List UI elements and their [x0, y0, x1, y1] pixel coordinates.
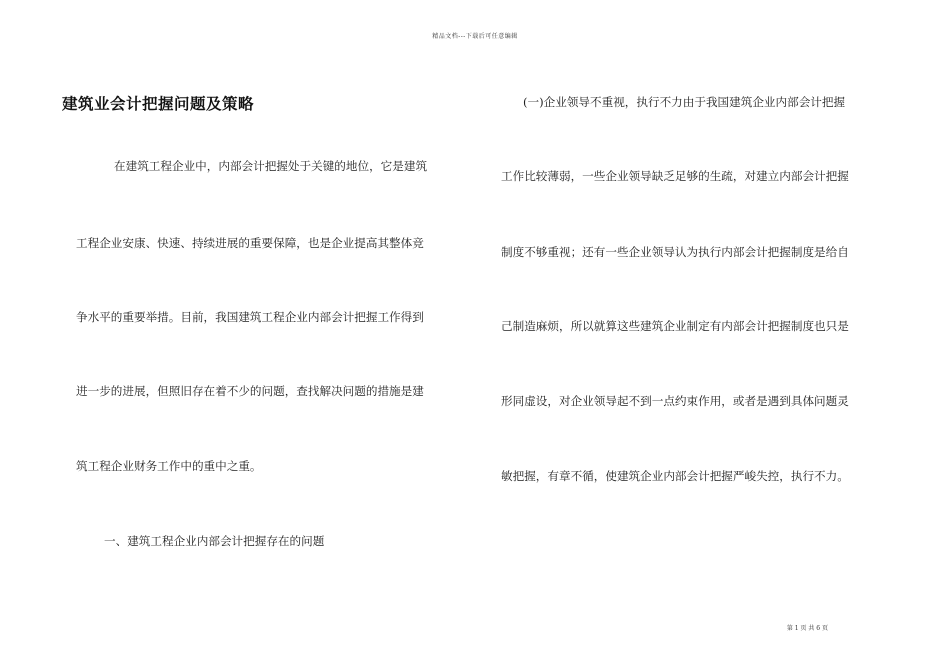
document-title: 建筑业会计把握问题及策略 [62, 94, 255, 113]
paragraph-line: 工作比较薄弱，一些企业领导缺乏足够的生疏，对建立内部会计把握 [501, 169, 849, 183]
paragraph-line: 形同虚设，对企业领导起不到一点约束作用，或者是遇到具体问题灵 [501, 394, 849, 408]
paragraph-line: 工程企业安康、快速、持续进展的重要保障，也是企业提高其整体竞 [76, 236, 424, 250]
paragraph-line: 在建筑工程企业中，内部会计把握处于关键的地位，它是建筑 [114, 159, 428, 173]
page-number: 第 1 页 共 6 页 [786, 625, 828, 632]
paragraph-line: 己制造麻烦，所以就算这些建筑企业制定有内部会计把握制度也只是 [501, 319, 849, 333]
paragraph-line: 筑工程企业财务工作中的重中之重。 [76, 459, 262, 473]
paragraph-line: 制度不够重视；还有一些企业领导认为执行内部会计把握制度是给自 [501, 245, 849, 259]
paragraph-line: 敏把握，有章不循，使建筑企业内部会计把握严峻失控，执行不力。 [501, 469, 849, 483]
paragraph-line: 争水平的重要举措。目前，我国建筑工程企业内部会计把握工作得到 [76, 310, 424, 324]
section-heading: 一、建筑工程企业内部会计把握存在的问题 [104, 534, 325, 548]
paragraph-line: (一)企业领导不重视，执行不力由于我国建筑企业内部会计把握 [523, 95, 846, 109]
paragraph-line: 进一步的进展，但照旧存在着不少的问题，查找解决问题的措施是建 [76, 384, 424, 398]
header-note: 精品文档---下载后可任意编辑 [432, 33, 518, 40]
